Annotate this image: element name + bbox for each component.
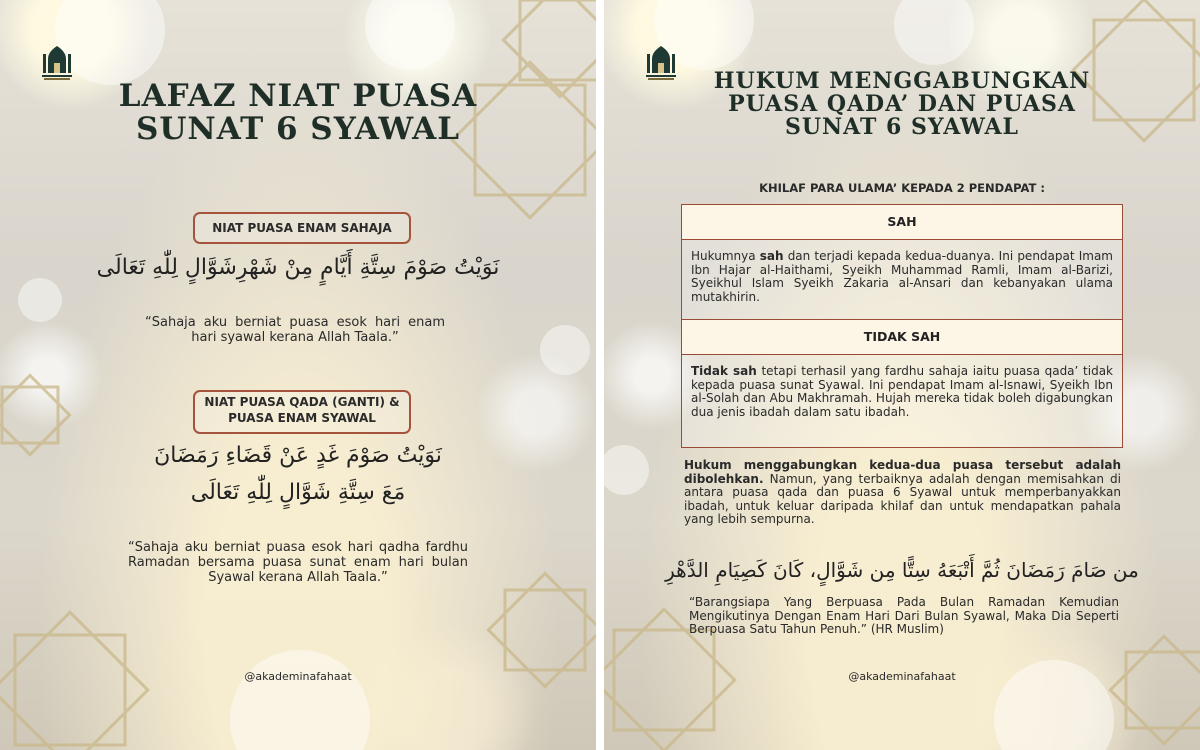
text-run: Namun, yang terbaiknya adalah dengan memisahkan di antara puasa qada dan puasa 6 Syawal untuk memperbanyakkan ibadah, untuk keluar daripada khilaf dan untuk mendapatkan pahala yang lebih sempurna.	[684, 471, 1121, 526]
opinion-tidak-sah-header: TIDAK SAH	[682, 320, 1122, 355]
title-line: SUNAT 6 SYAWAL	[135, 110, 461, 147]
niat2-label-line: NIAT PUASA QADA (GANTI) &	[204, 395, 400, 409]
niat2-label-box	[193, 390, 411, 434]
hadith-arabic: من صَامَ رَمَضَانَ ثُمَّ أَتْبَعَهُ سِتًّا مِن شَوَّالٍ، كَانَ كَصِيَامِ الدَّهْرِ	[665, 558, 1139, 582]
niat1-label: NIAT PUASA ENAM SAHAJA	[212, 221, 392, 235]
title-line: PUASA QADA’ DAN PUASA	[728, 91, 1076, 118]
text-run: tetapi terhasil yang fardhu sahaja iaitu puasa qada’ tidak kepada puasa sunat Syawal. Ini pendapat Imam al-Isnawi, Syeikh Ibn al-Solah dan Abu Makhramah. Hujah mereka tidak boleh digabungkan dua jenis ibadah dalam satu ibadah.	[691, 364, 1113, 419]
left-panel	[0, 0, 596, 750]
text-run-bold: sah	[759, 249, 784, 263]
text-run-bold: Hukum menggabungkan kedua-dua puasa tersebut adalah dibolehkan.	[684, 458, 1121, 486]
hadith-translation: “Barangsiapa Yang Berpuasa Pada Bulan Ramadan Kemudian Mengikutinya Dengan Enam Hari Dari Bulan Syawal, Maka Dia Seperti Berpuasa Satu Tahun Penuh.” (HR Muslim)	[689, 595, 1119, 636]
opinion-sah-text	[682, 240, 1122, 320]
conclusion-paragraph	[684, 459, 1121, 527]
text-run: Hukumnya	[691, 249, 760, 263]
title-line: SUNAT 6 SYAWAL	[784, 114, 1020, 141]
opinions-table	[681, 204, 1123, 448]
panel-divider	[596, 0, 604, 750]
opinion-sah-header: SAH	[682, 205, 1122, 240]
social-handle: @akademinafahaat	[848, 670, 956, 683]
title-line: LAFAZ NIAT PUASA	[118, 78, 478, 114]
title-line: HUKUM MENGGABUNGKAN	[713, 68, 1091, 94]
niat2-translation: “Sahaja aku berniat puasa esok hari qadha fardhu Ramadan bersama puasa sunat enam hari bulan Syawal kerana Allah Taala.”	[128, 540, 468, 585]
social-handle: @akademinafahaat	[244, 670, 352, 683]
page-title	[604, 70, 1200, 139]
text-run-bold: Tidak sah	[691, 364, 757, 378]
text-run: dan terjadi kepada kedua-duanya. Ini pendapat Imam Ibn Hajar al-Haithami, Syeikh Muhammad Ramli, Imam al-Barizi, Syeikhul Islam Syeikh Zakaria al-Ansari dan kebanyakan ulama mutakhirin.	[691, 249, 1113, 304]
niat2-arabic-line: مَعَ سِتَّةِ شَوَّالٍ لِلّٰهِ تَعَالَى	[190, 480, 406, 505]
mosque-logo-icon	[40, 44, 74, 82]
page-title	[0, 80, 596, 145]
right-panel	[604, 0, 1200, 750]
niat2-label-line: PUASA ENAM SYAWAL	[228, 411, 376, 425]
khilaf-subheading: KHILAF PARA ULAMA’ KEPADA 2 PENDAPAT :	[759, 181, 1045, 195]
opinion-tidak-sah-text	[682, 355, 1122, 447]
niat2-arabic-line: نَوَيْتُ صَوْمَ غَدٍ عَنْ قَضَاءِ رَمَضَانَ	[154, 443, 442, 468]
niat1-label-box	[193, 212, 411, 244]
niat1-translation: “Sahaja aku berniat puasa esok hari enam hari syawal kerana Allah Taala.”	[145, 315, 445, 345]
niat1-arabic: نَوَيْتُ صَوْمَ سِتَّةِ أَيَّامٍ مِنْ شَهْرِشَوَّالٍ لِلّٰهِ تَعَالَى	[96, 255, 500, 280]
